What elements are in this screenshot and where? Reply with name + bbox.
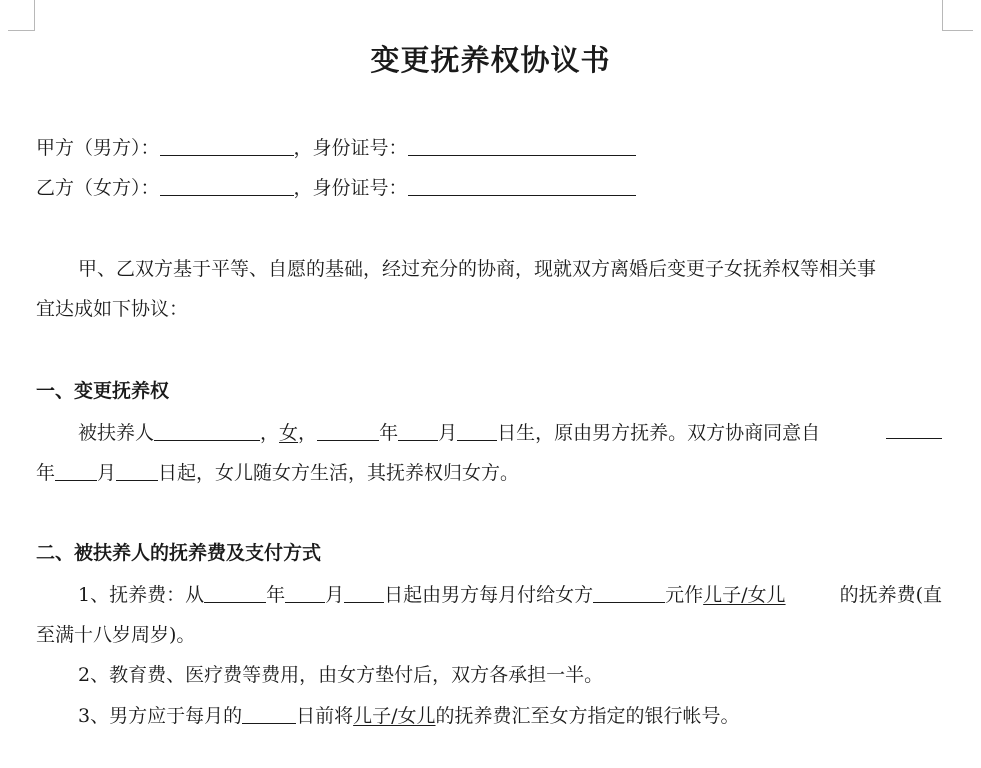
item-1-prefix: 1、抚养费：从 bbox=[78, 584, 205, 606]
gender-female: 女 bbox=[279, 422, 299, 444]
year-label: 年 bbox=[36, 462, 56, 484]
change-year-blank[interactable] bbox=[886, 420, 942, 439]
item-3-prefix: 3、男方应于每月的 bbox=[78, 705, 243, 727]
party-b-id-blank[interactable] bbox=[408, 177, 636, 196]
yuan-label: 元作 bbox=[665, 584, 704, 606]
birth-month-blank[interactable] bbox=[398, 422, 438, 441]
year-label: 年 bbox=[379, 422, 399, 444]
change-month-blank[interactable] bbox=[55, 462, 97, 481]
son-daughter-option: 儿子/女儿 bbox=[353, 705, 436, 727]
section-1-text bbox=[78, 420, 820, 446]
support-month-blank[interactable] bbox=[285, 584, 325, 603]
section-1-heading: 一、变更抚养权 bbox=[36, 380, 170, 402]
section-2-heading: 二、被扶养人的抚养费及支付方式 bbox=[36, 542, 322, 564]
comma: ， bbox=[298, 422, 318, 444]
preamble-line-1: 甲、乙双方基于平等、自愿的基础，经过充分的协商，现就双方离婚后变更子女抚养权等相关事 bbox=[78, 258, 877, 280]
section-2-item-3 bbox=[78, 703, 740, 729]
party-a-label: 甲方（男方）： bbox=[36, 137, 160, 159]
dependent-label: 被扶养人 bbox=[78, 422, 155, 444]
dependent-name-blank[interactable] bbox=[154, 422, 260, 441]
party-a-id-label: ，身份证号： bbox=[293, 137, 408, 159]
item-3-mid: 日前将 bbox=[296, 705, 354, 727]
item-1-text bbox=[78, 582, 786, 608]
section-2-item-1-line-1 bbox=[78, 582, 942, 608]
document-title: 变更抚养权协议书 bbox=[370, 43, 611, 77]
birth-text: 日生，原由男方抚养。双方协商同意自 bbox=[497, 422, 821, 444]
birth-day-blank[interactable] bbox=[457, 422, 497, 441]
item-3-suffix: 的抚养费汇至女方指定的银行帐号。 bbox=[435, 705, 740, 727]
son-daughter-option: 儿子/女儿 bbox=[703, 584, 786, 606]
support-amount-blank[interactable] bbox=[593, 584, 665, 603]
payment-day-blank[interactable] bbox=[242, 705, 296, 724]
section-2-item-2: 2、教育费、医疗费等费用，由女方垫付后，双方各承担一半。 bbox=[78, 664, 604, 686]
party-a-name-blank[interactable] bbox=[160, 137, 294, 156]
party-b-label: 乙方（女方）： bbox=[36, 177, 160, 199]
party-b-name-blank[interactable] bbox=[160, 177, 294, 196]
preamble-line-2: 宜达成如下协议： bbox=[36, 298, 189, 320]
support-day-blank[interactable] bbox=[344, 584, 384, 603]
party-a-id-blank[interactable] bbox=[408, 137, 636, 156]
crop-mark-top-right bbox=[942, 0, 973, 31]
custody-text: 日起，女儿随女方生活，其抚养权归女方。 bbox=[158, 462, 520, 484]
payment-text: 日起由男方每月付给女方 bbox=[384, 584, 594, 606]
comma: ， bbox=[260, 422, 280, 444]
month-label: 月 bbox=[97, 462, 117, 484]
party-b-id-label: ，身份证号： bbox=[293, 177, 408, 199]
change-day-blank[interactable] bbox=[116, 462, 158, 481]
birth-year-blank[interactable] bbox=[317, 422, 379, 441]
support-suffix: 的抚养费(直 bbox=[839, 584, 942, 606]
party-b-line bbox=[36, 175, 636, 201]
section-1-paragraph-line-1 bbox=[78, 420, 942, 446]
month-label: 月 bbox=[438, 422, 458, 444]
crop-mark-top-left bbox=[8, 0, 35, 31]
party-a-line bbox=[36, 135, 636, 161]
year-label: 年 bbox=[266, 584, 286, 606]
section-1-paragraph-line-2 bbox=[36, 460, 519, 486]
section-2-item-1-line-2: 至满十八岁周岁)。 bbox=[36, 624, 196, 646]
support-year-blank[interactable] bbox=[204, 584, 266, 603]
month-label: 月 bbox=[325, 584, 345, 606]
